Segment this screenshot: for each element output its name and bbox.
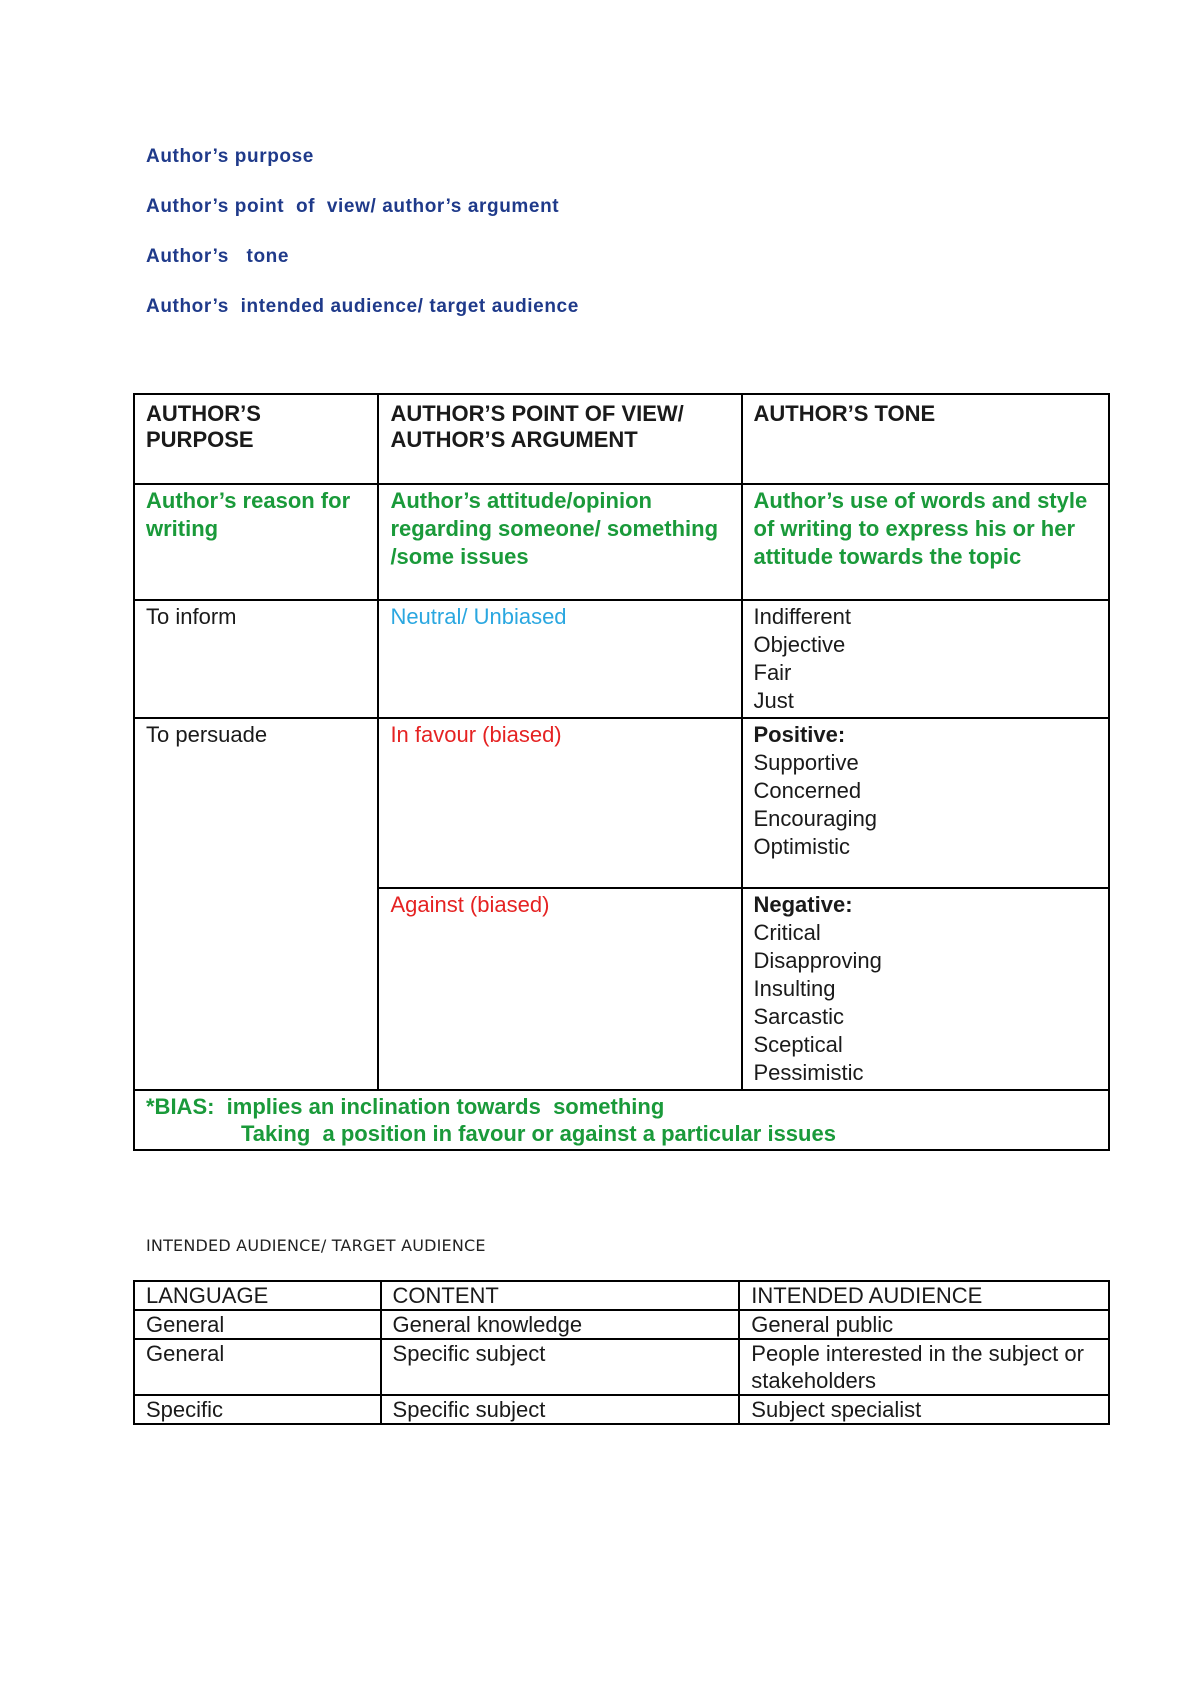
- tone-item: Supportive: [753, 750, 859, 775]
- tone-item: Objective: [753, 632, 846, 657]
- tones-negative: [742, 888, 1110, 1090]
- definition-point-of-view: Author’s attitude/opinion regarding someone/ something /some issues: [378, 484, 741, 600]
- tones-positive: [742, 718, 1110, 888]
- audience-header-content: CONTENT: [381, 1281, 740, 1310]
- tone-item: Indifferent: [753, 604, 851, 629]
- tone-item: Disapproving: [753, 948, 882, 973]
- definition-row: [134, 484, 1109, 600]
- tones-inform: [742, 600, 1110, 718]
- heading-purpose: Author’s purpose: [146, 146, 314, 167]
- intro-headings: [146, 146, 579, 346]
- purpose-persuade: To persuade: [134, 718, 378, 1090]
- negative-label: Negative:: [753, 892, 853, 917]
- bias-note-line-1: *BIAS: implies an inclination towards something: [146, 1094, 665, 1119]
- inform-row: [134, 600, 1109, 718]
- audience-cell-language: General: [134, 1310, 381, 1339]
- audience-cell-language: Specific: [134, 1395, 381, 1424]
- author-table: [133, 393, 1110, 1151]
- tone-item: Sarcastic: [753, 1004, 844, 1029]
- view-neutral: Neutral/ Unbiased: [378, 600, 741, 718]
- audience-cell-content: General knowledge: [381, 1310, 740, 1339]
- heading-tone: Author’s tone: [146, 246, 290, 267]
- view-in-favour: In favour (biased): [378, 718, 741, 888]
- audience-cell-audience: Subject specialist: [739, 1395, 1109, 1424]
- tone-item: Sceptical: [753, 1032, 843, 1057]
- tone-item: Just: [753, 688, 794, 713]
- audience-cell-content: Specific subject: [381, 1339, 740, 1395]
- tone-item: Optimistic: [753, 834, 851, 859]
- tone-item: Concerned: [753, 778, 862, 803]
- audience-cell-language: General: [134, 1339, 381, 1395]
- audience-table: [133, 1280, 1110, 1425]
- audience-header-language: LANGUAGE: [134, 1281, 381, 1310]
- purpose-inform: To inform: [134, 600, 378, 718]
- table-header-row: [134, 394, 1109, 484]
- definition-tone: Author’s use of words and style of writing to express his or her attitude towards the topic: [742, 484, 1110, 600]
- positive-label: Positive:: [753, 722, 846, 747]
- bias-note-row: [134, 1090, 1109, 1150]
- view-against: Against (biased): [378, 888, 741, 1090]
- tone-item: Critical: [753, 920, 821, 945]
- persuade-positive-row: [134, 718, 1109, 888]
- audience-cell-content: Specific subject: [381, 1395, 740, 1424]
- audience-cell-audience: People interested in the subject or stakeholders: [739, 1339, 1109, 1395]
- audience-header-row: [134, 1281, 1109, 1310]
- header-point-of-view: AUTHOR’S POINT OF VIEW/ AUTHOR’S ARGUMENT: [378, 394, 741, 484]
- tone-item: Insulting: [753, 976, 836, 1001]
- audience-section-title: INTENDED AUDIENCE/ TARGET AUDIENCE: [146, 1236, 486, 1255]
- bias-note-line-2: Taking a position in favour or against a particular issues: [241, 1121, 836, 1146]
- tone-item: Encouraging: [753, 806, 878, 831]
- definition-purpose: Author’s reason for writing: [134, 484, 378, 600]
- table-row: [134, 1395, 1109, 1424]
- table-row: [134, 1339, 1109, 1395]
- tone-item: Fair: [753, 660, 792, 685]
- audience-header-audience: INTENDED AUDIENCE: [739, 1281, 1109, 1310]
- audience-cell-audience: General public: [739, 1310, 1109, 1339]
- header-tone: AUTHOR’S TONE: [742, 394, 1110, 484]
- heading-audience: Author’s intended audience/ target audience: [146, 296, 579, 317]
- header-purpose: AUTHOR’S PURPOSE: [134, 394, 378, 484]
- heading-point-of-view: Author’s point of view/ author’s argument: [146, 196, 560, 217]
- bias-note: [134, 1090, 1109, 1150]
- tone-item: Pessimistic: [753, 1060, 864, 1085]
- table-row: [134, 1310, 1109, 1339]
